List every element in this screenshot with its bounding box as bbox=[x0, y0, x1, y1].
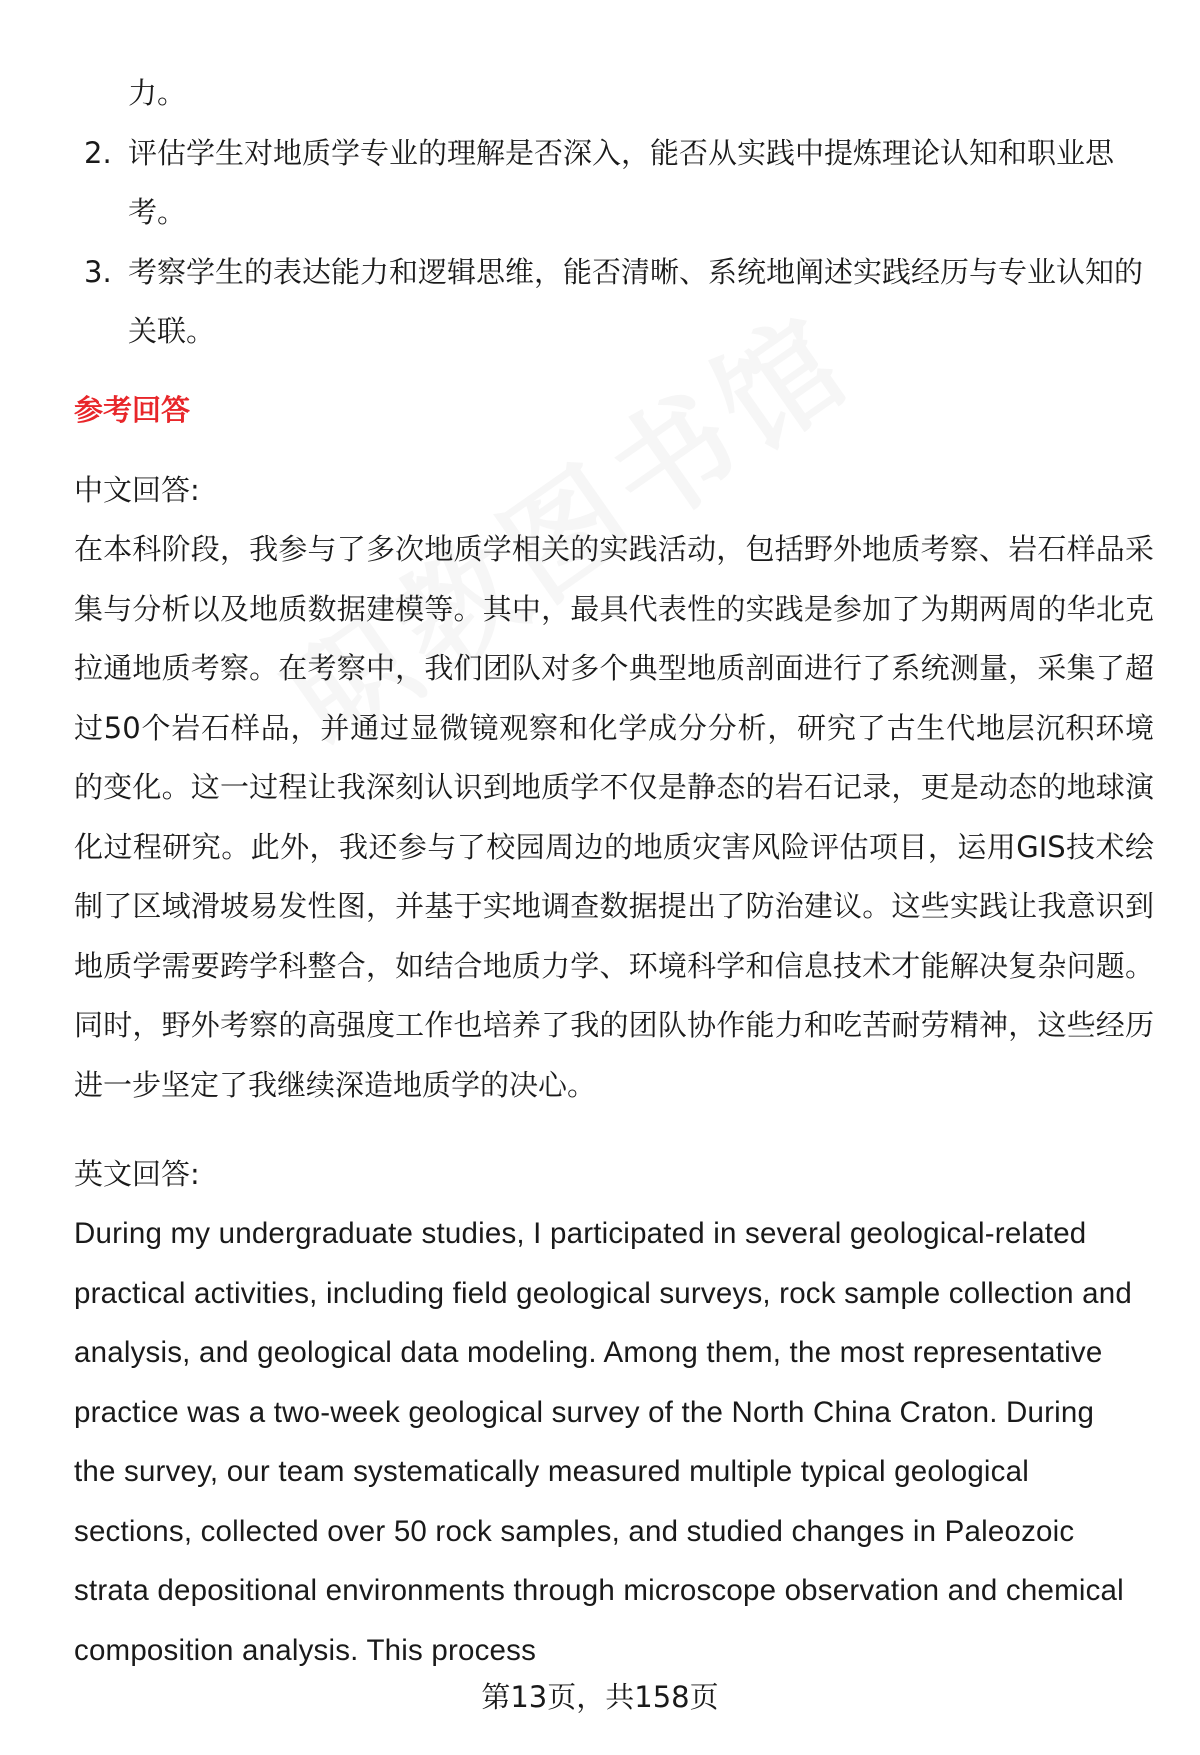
list-item bbox=[84, 124, 1154, 242]
chinese-answer-paragraph: 在本科阶段，我参与了多次地质学相关的实践活动，包括野外地质考察、岩石样品采集与分析以及地质数据建模等。其中，最具代表性的实践是参加了为期两周的华北克拉通地质考察。在考察中，我们团队对多个典型地质剖面进行了系统测量，采集了超过50个岩石样品，并通过显微镜观察和化学成分分析，研究了古生代地层沉积环境的变化。这一过程让我深刻认识到地质学不仅是静态的岩石记录，更是动态的地球演化过程研究。此外，我还参与了校园周边的地质灾害风险评估项目，运用GIS技术绘制了区域滑坡易发性图，并基于实地调查数据提出了防治建议。这些实践让我意识到地质学需要跨学科整合，如结合地质力学、环境科学和信息技术才能解决复杂问题。同时，野外考察的高强度工作也培养了我的团队协作能力和吃苦耐劳精神，这些经历进一步坚定了我继续深造地质学的决心。 bbox=[74, 532, 1154, 1102]
list-item bbox=[84, 243, 1154, 361]
chinese-answer-label: 中文回答: bbox=[74, 473, 200, 507]
page-footer: 第13页，共158页 bbox=[481, 1680, 719, 1714]
section-title: 参考回答 bbox=[74, 393, 191, 427]
list-number: 2. bbox=[84, 136, 112, 170]
list-item-text: 考察学生的表达能力和逻辑思维，能否清晰、系统地阐述实践经历与专业认知的关联。 bbox=[128, 255, 1144, 348]
english-answer-paragraph: During my undergraduate studies, I participated in several geological-related practical activities, including field geological surveys, rock sample collection and analysis, and geological data modeling. Among them, the most representative practice was a two-week geological survey of the North China Craton. During the survey, our team systematically measured multiple typical geological sections, collected over 50 rock samples, and studied changes in Paleozoic strata depositional environments through microscope observation and chemical composition analysis. This process bbox=[74, 1217, 1132, 1667]
english-answer-label: 英文回答: bbox=[74, 1157, 200, 1191]
list-item-text: 评估学生对地质学专业的理解是否深入，能否从实践中提炼理论认知和职业思考。 bbox=[128, 136, 1115, 229]
list-item-continuation: 力。 bbox=[128, 76, 187, 110]
list-number: 3. bbox=[84, 255, 112, 289]
